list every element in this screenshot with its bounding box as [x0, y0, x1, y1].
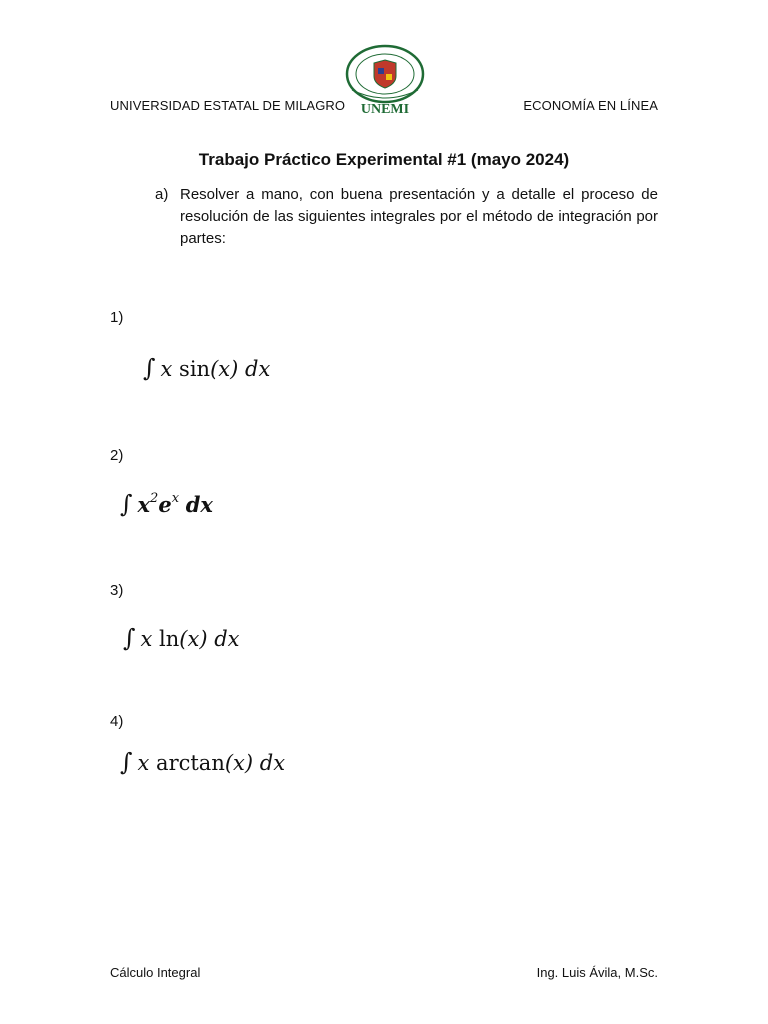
page-title: Trabajo Práctico Experimental #1 (mayo 2024) — [198, 150, 570, 169]
integral-2: ∫ $x^2e^x$ dx — [120, 490, 213, 518]
footer-course: Cálculo Integral — [110, 965, 201, 980]
integral-4: ∫ x arctan(x) dx — [120, 748, 286, 776]
problem-number-4: 4) — [110, 713, 124, 730]
header-university: UNIVERSIDAD ESTATAL DE MILAGRO — [110, 98, 346, 113]
problem-number-2: 2) — [110, 447, 124, 464]
instruction-text: Resolver a mano, con buena presentación y a detalle el proceso de resolución de las siguientes integrales por el método de integración por partes: — [180, 186, 658, 247]
integral-symbol: ∫ — [143, 354, 156, 382]
integral-symbol: ∫ — [123, 624, 136, 652]
problem-number-3: 3) — [110, 582, 124, 599]
header-program: ECONOMÍA EN LÍNEA — [523, 98, 658, 113]
integral-1: ∫ x sin(x) dx — [143, 354, 271, 382]
instruction-marker: a) — [155, 186, 169, 203]
footer-author: Ing. Luis Ávila, M.Sc. — [536, 965, 658, 980]
integral-symbol: ∫ — [120, 490, 133, 518]
integral-symbol: ∫ — [120, 748, 133, 776]
integral-3: ∫ x ln(x) dx — [123, 624, 240, 652]
instruction-item — [155, 184, 658, 250]
unemi-logo — [342, 44, 428, 116]
problem-number-1: 1) — [110, 309, 124, 326]
svg-text:UNEMI: UNEMI — [360, 102, 410, 116]
